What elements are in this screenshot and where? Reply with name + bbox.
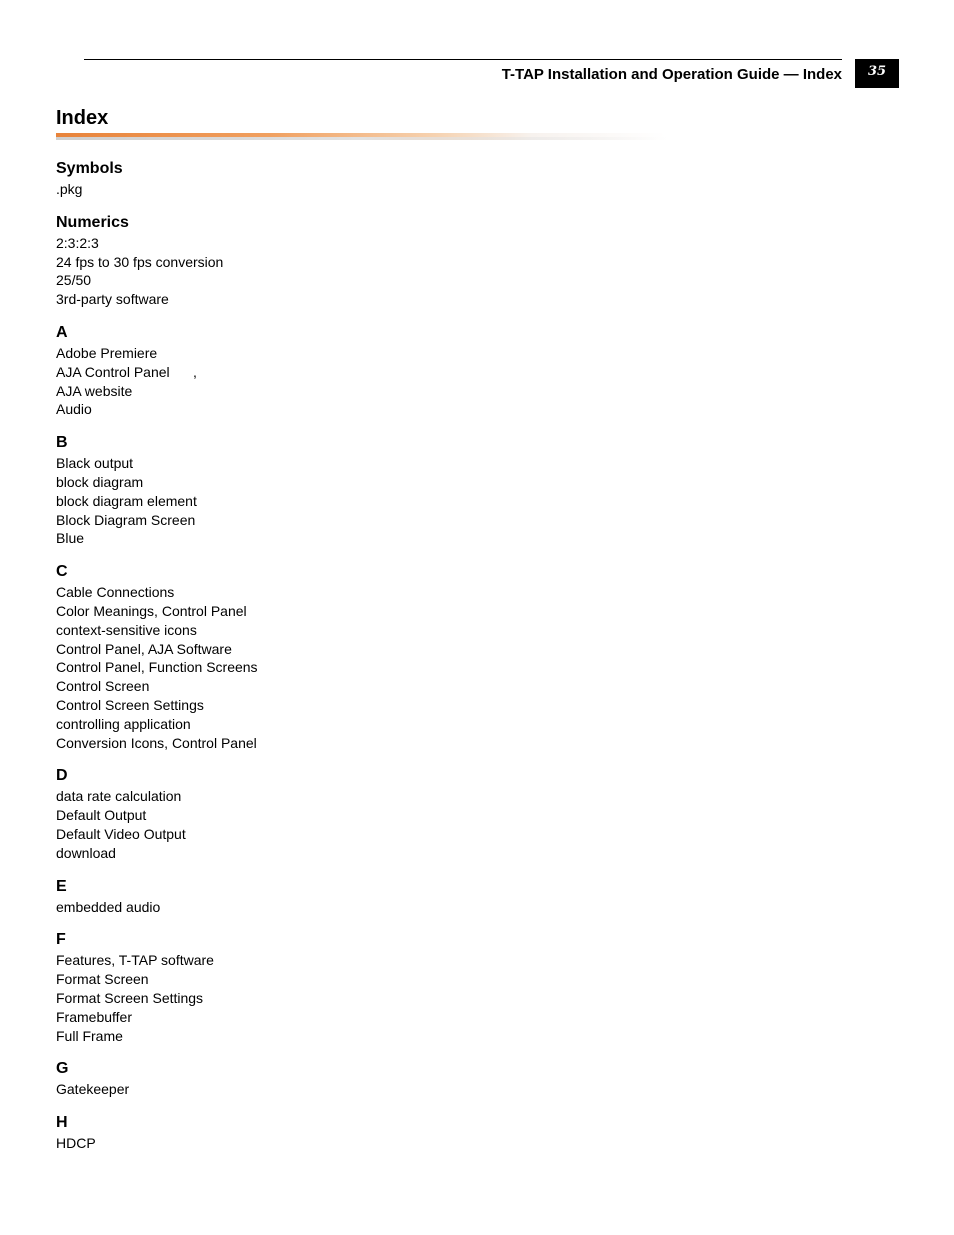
index-section: [56, 1112, 556, 1153]
title-underline-bar: [56, 133, 666, 140]
index-section: [56, 1058, 556, 1099]
index-entry[interactable]: embedded audio: [56, 898, 161, 915]
index-entry[interactable]: Color Meanings, Control Panel: [56, 602, 247, 619]
running-header: T-TAP Installation and Operation Guide — Index: [501, 66, 842, 83]
index-entry[interactable]: AJA Control Panel ,: [56, 363, 197, 380]
index-section-heading: Symbols: [56, 160, 123, 177]
index-section-heading: E: [56, 877, 67, 895]
index-entry[interactable]: HDCP: [56, 1135, 96, 1152]
index-entry[interactable]: controlling application: [56, 715, 191, 732]
index-entry[interactable]: Control Screen: [56, 678, 150, 695]
index-section-heading: A: [56, 323, 68, 341]
index-entry[interactable]: data rate calculation: [56, 788, 182, 805]
index-entry[interactable]: Control Screen Settings: [56, 696, 204, 713]
index-section: [56, 929, 556, 1045]
index-section: [56, 158, 556, 199]
index-entry[interactable]: .pkg: [56, 181, 83, 197]
index-entry[interactable]: Control Panel, Function Screens: [56, 659, 258, 676]
page-number: 35: [855, 59, 899, 88]
index-entry[interactable]: context-sensitive icons: [56, 621, 197, 638]
index-entry[interactable]: Framebuffer: [56, 1008, 132, 1025]
header-rule: [84, 59, 842, 60]
page-title: Index: [56, 107, 109, 129]
index-section: [56, 432, 556, 548]
index-entry[interactable]: block diagram: [56, 473, 144, 490]
index-entry[interactable]: 24 fps to 30 fps conversion: [56, 253, 224, 270]
index-entry[interactable]: 25/50: [56, 272, 92, 289]
index-entry[interactable]: Conversion Icons, Control Panel: [56, 734, 257, 751]
index-entry[interactable]: Blue: [56, 530, 85, 547]
index-entry[interactable]: Adobe Premiere: [56, 344, 158, 361]
index-section-heading: F: [56, 931, 66, 949]
index-entry[interactable]: Block Diagram Screen: [56, 511, 196, 528]
index-entry[interactable]: download: [56, 844, 116, 861]
index-section: [56, 561, 556, 752]
index-entry[interactable]: 2:3:2:3: [56, 234, 99, 251]
index-section: [56, 212, 556, 309]
index-section-heading: H: [56, 1114, 68, 1132]
index-entry[interactable]: Default Video Output: [56, 825, 186, 842]
index-list: [56, 158, 556, 1166]
index-entry[interactable]: Features, T-TAP software: [56, 952, 214, 969]
index-section: [56, 765, 556, 862]
index-entry[interactable]: Cable Connections: [56, 584, 175, 601]
index-entry[interactable]: Format Screen Settings: [56, 989, 204, 1006]
index-entry[interactable]: Format Screen: [56, 971, 149, 988]
index-entry[interactable]: 3rd-party software: [56, 291, 169, 308]
index-entry[interactable]: Gatekeeper: [56, 1081, 130, 1098]
index-section: [56, 876, 556, 917]
index-section-heading: C: [56, 563, 68, 581]
index-entry[interactable]: Audio: [56, 401, 92, 418]
index-section-heading: Numerics: [56, 213, 129, 231]
index-section-heading: G: [56, 1060, 69, 1078]
index-entry[interactable]: Control Panel, AJA Software: [56, 640, 232, 657]
index-entry[interactable]: Full Frame: [56, 1027, 123, 1044]
index-entry[interactable]: AJA website: [56, 382, 133, 399]
index-section-heading: D: [56, 767, 68, 785]
index-section: [56, 322, 556, 419]
index-entry[interactable]: block diagram element: [56, 492, 197, 509]
index-section-heading: B: [56, 434, 68, 452]
index-entry[interactable]: Default Output: [56, 807, 147, 824]
index-entry[interactable]: Black output: [56, 455, 134, 472]
